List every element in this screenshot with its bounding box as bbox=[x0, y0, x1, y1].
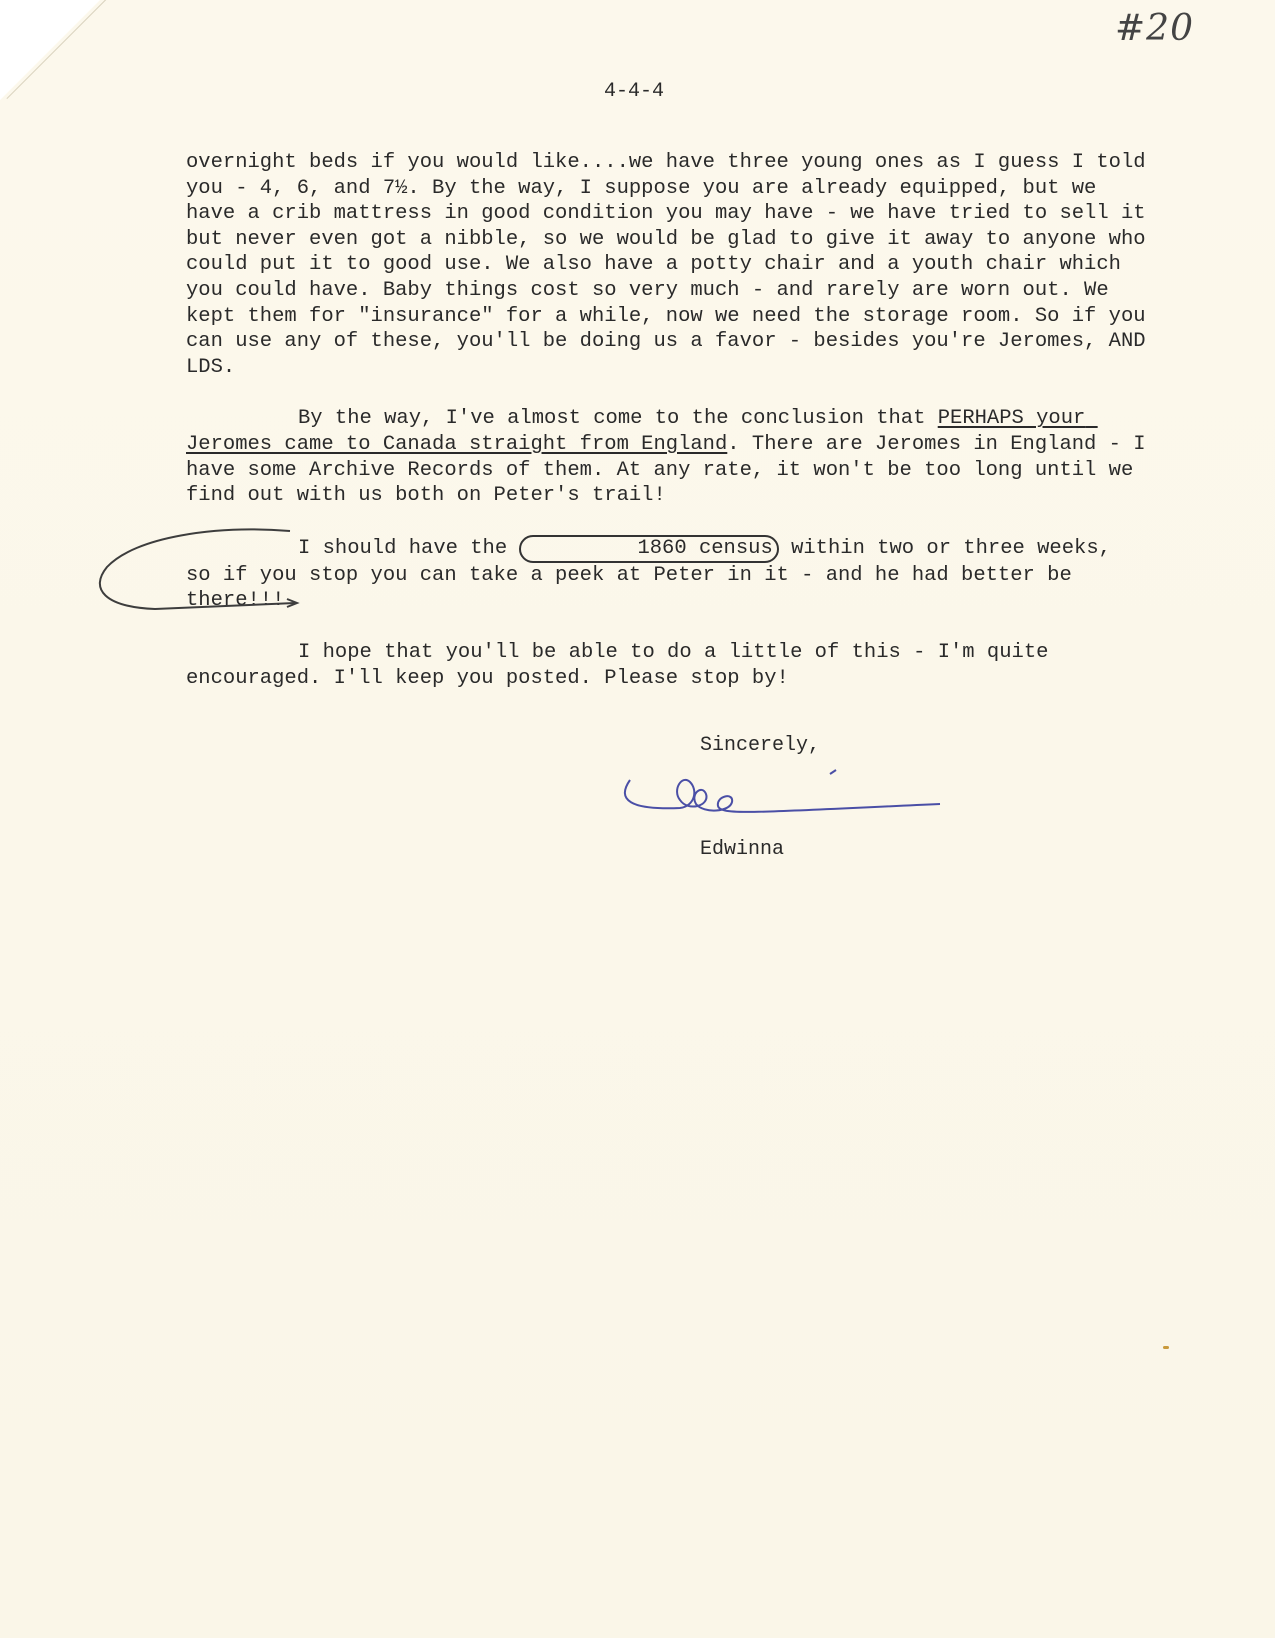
paragraph-4: I hope that you'll be able to do a little of this - I'm quite encouraged. I'll keep you posted. Please stop by! bbox=[186, 640, 1061, 690]
paragraph-1: overnight beds if you would like....we have three young ones as I guess I told you - 4, 6, and 7½. By the way, I suppose you are already equipped, but we have a crib mattress in good condition you may have - we have tried to sell it but never even got a nibble, so we would be glad to give it away to anyone who could put it to good use. We also have a potty chair and a youth chair which you could have. Baby things cost so very much - and rarely are worn out. We kept them for "insurance" for a while, now we need the storage room. So if you can use any of these, you'll be doing us a favor - besides you're Jeromes, AND LDS. bbox=[186, 151, 1158, 379]
paragraph-2-end: . There are Jeromes in England - I have some Archive Records of them. At any rate, it won't be too long until we find out with us both on Peter's trail! bbox=[186, 432, 1158, 508]
paper-speck bbox=[1163, 1346, 1169, 1349]
letter-body bbox=[186, 150, 1158, 717]
hand-drawn-bracket bbox=[95, 527, 305, 637]
paragraph-2-start: By the way, I've almost come to the conclusion that bbox=[298, 407, 938, 431]
closing-salutation: Sincerely, bbox=[700, 734, 821, 757]
page-number: 4-4-4 bbox=[604, 80, 665, 103]
circled-phrase: 1860 census bbox=[519, 535, 778, 563]
folded-corner bbox=[0, 0, 100, 100]
underlined-phrase: PERHAPS your Jeromes came to Canada straight from England bbox=[186, 407, 1098, 456]
handwritten-signature bbox=[620, 760, 980, 840]
paragraph-3-end: within two or three weeks, so if you stop you can take a peek at Peter in it - and he had better be there!!! bbox=[186, 536, 1124, 613]
paragraph-3-start: I should have the bbox=[298, 536, 520, 560]
signer-name: Edwinna bbox=[700, 838, 785, 861]
paragraph-2 bbox=[186, 406, 1158, 508]
handwritten-page-note: #20 bbox=[1115, 8, 1194, 49]
paragraph-3 bbox=[186, 535, 1146, 614]
